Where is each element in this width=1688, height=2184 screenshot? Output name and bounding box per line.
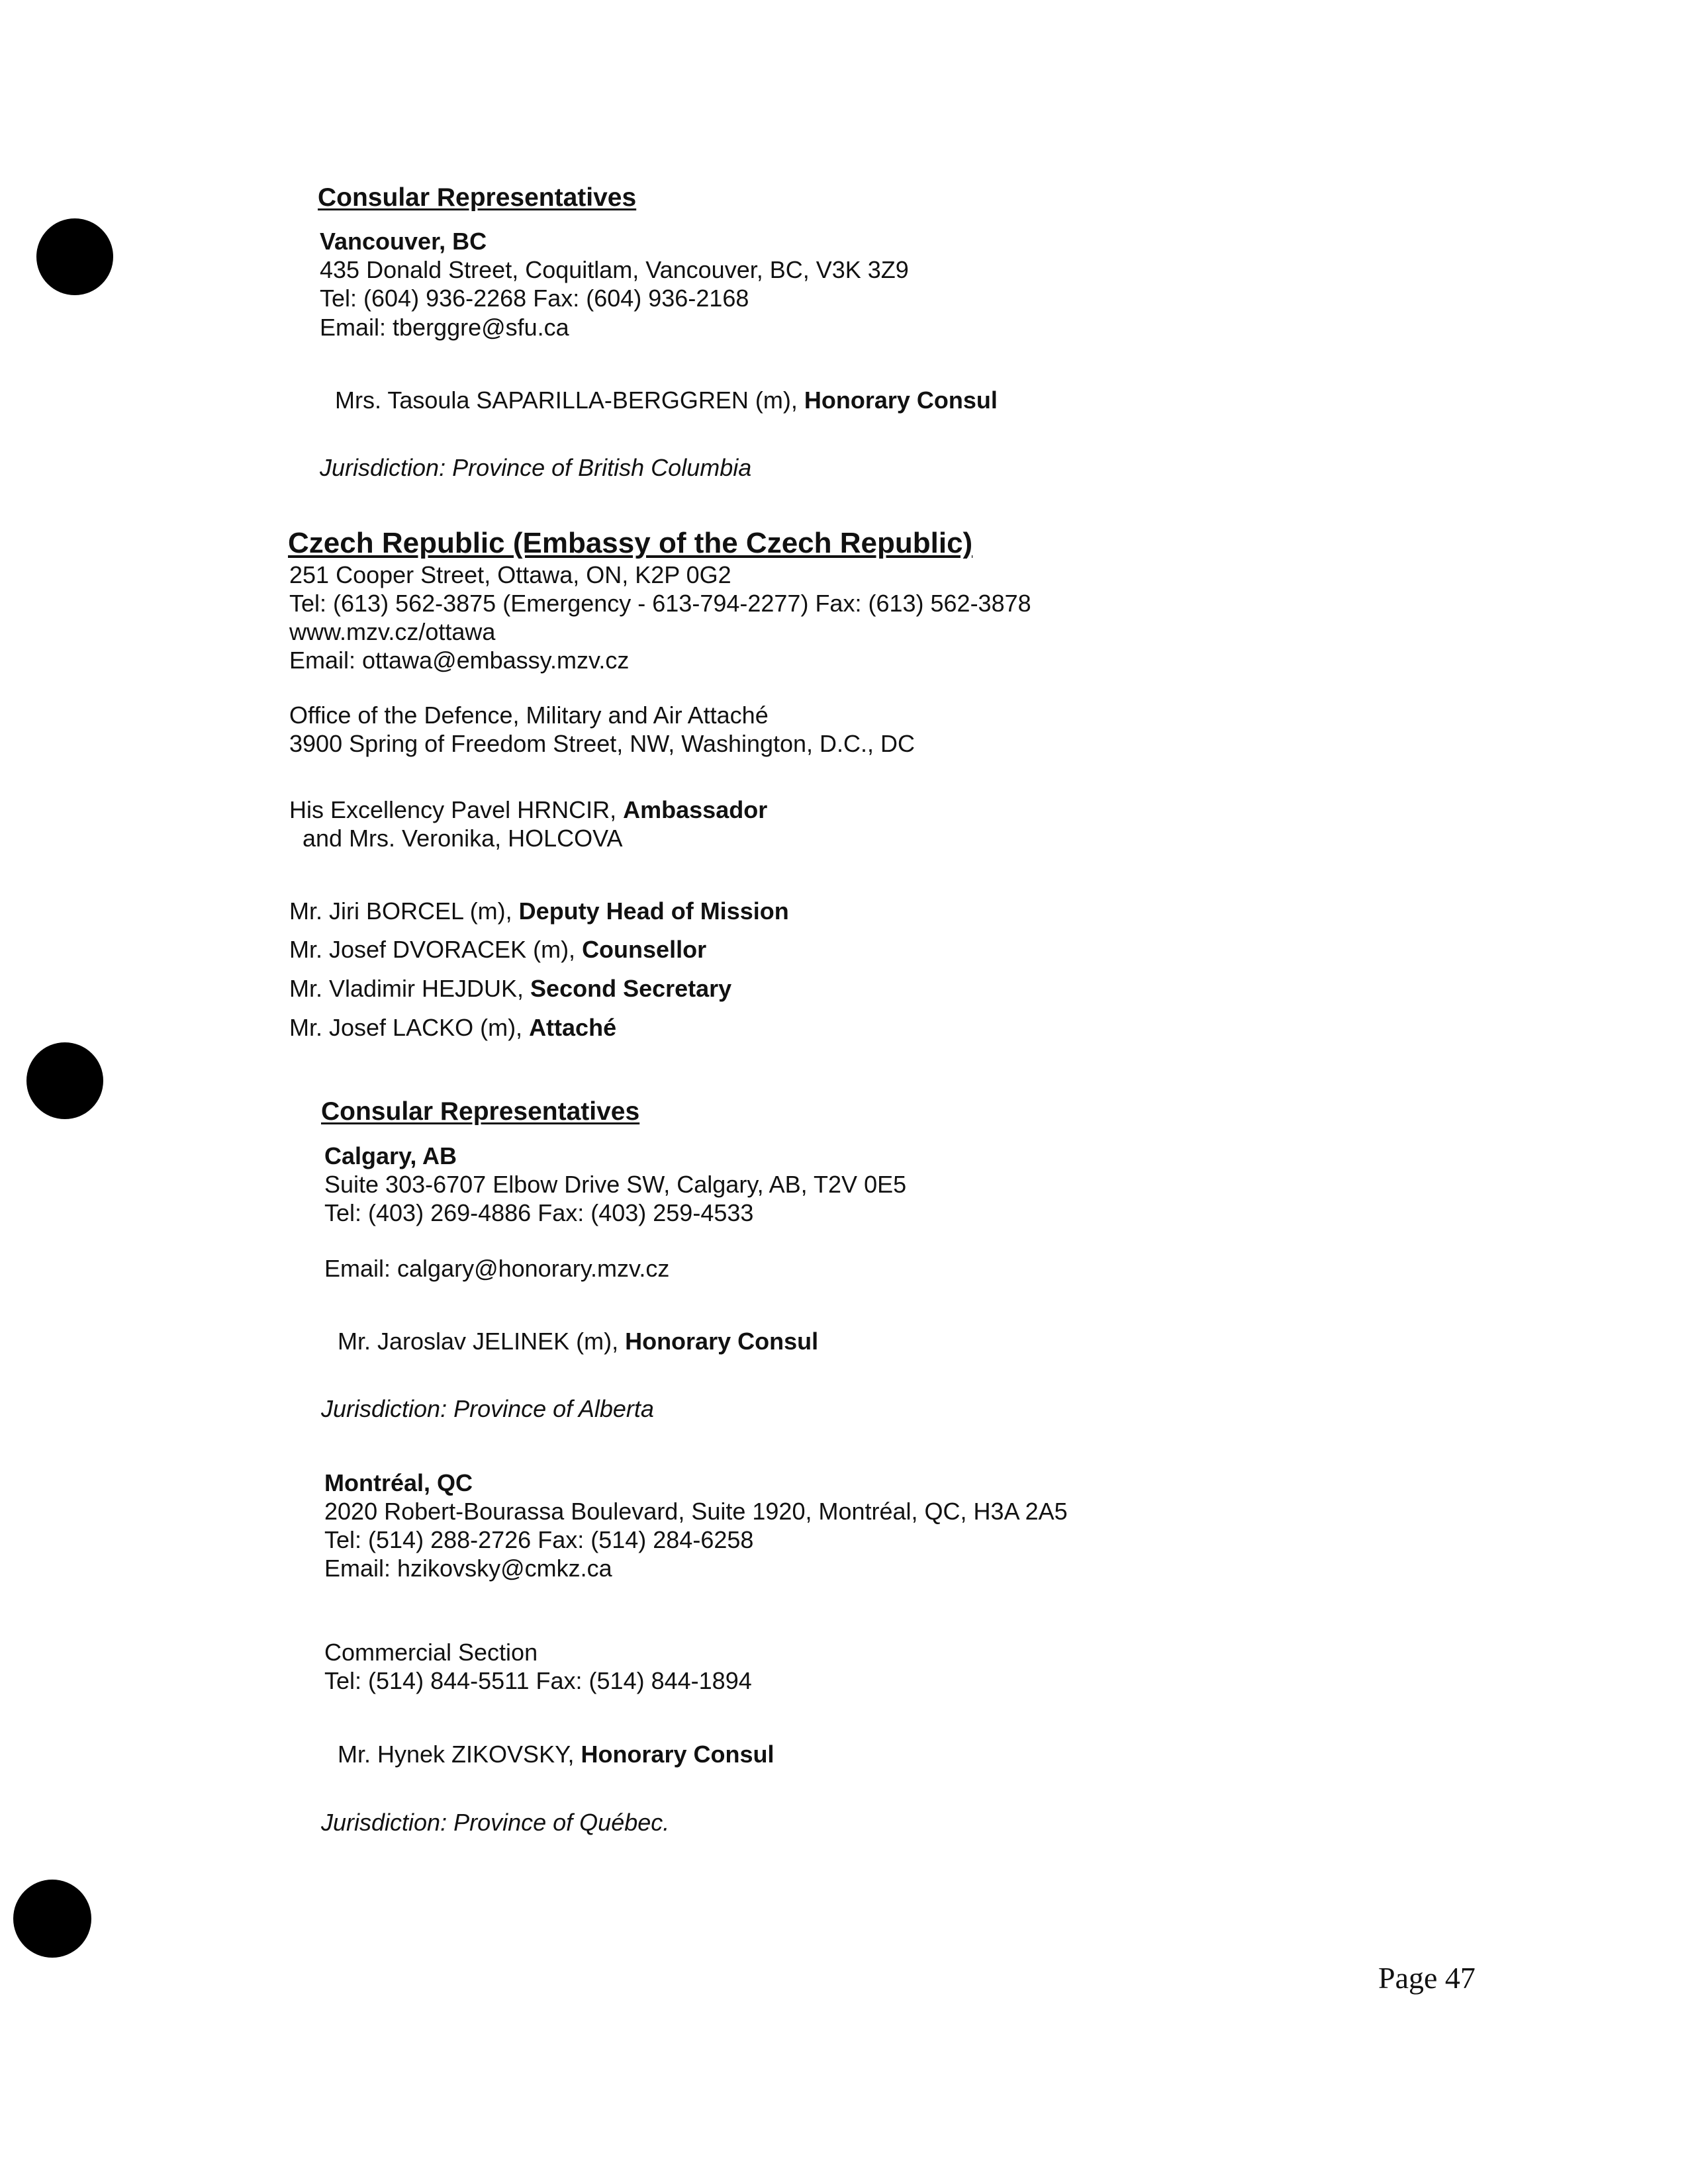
vancouver-jurisdiction: Jurisdiction: Province of British Columbia	[320, 454, 752, 481]
staff-row	[289, 1014, 616, 1042]
ambassador-spouse: and Mrs. Veronika, HOLCOVA	[303, 825, 623, 852]
staff-title: Counsellor	[582, 936, 707, 963]
consul-title: Honorary Consul	[581, 1741, 774, 1768]
staff-name: Mr. Jiri BORCEL (m),	[289, 897, 519, 925]
embassy-email: Email: ottawa@embassy.mzv.cz	[289, 647, 630, 674]
staff-row	[289, 936, 706, 964]
consul-title: Honorary Consul	[804, 387, 998, 414]
consul-name: Mr. Jaroslav JELINEK (m),	[338, 1328, 626, 1355]
staff-title: Second Secretary	[530, 975, 732, 1002]
montreal-email: Email: hzikovsky@cmkz.ca	[324, 1555, 612, 1582]
montreal-tel-fax: Tel: (514) 288-2726 Fax: (514) 284-6258	[324, 1526, 754, 1553]
calgary-email: Email: calgary@honorary.mzv.cz	[324, 1255, 670, 1282]
embassy-tel-fax: Tel: (613) 562-3875 (Emergency - 613-794-2277) Fax: (613) 562-3878	[289, 590, 1031, 617]
ambassador-name: His Excellency Pavel HRNCIR,	[289, 796, 624, 823]
consul-name: Mr. Hynek ZIKOVSKY,	[338, 1741, 581, 1768]
vancouver-consul	[335, 387, 998, 414]
ambassador-title: Ambassador	[623, 796, 768, 823]
staff-title: Deputy Head of Mission	[518, 897, 789, 925]
consul-title: Honorary Consul	[625, 1328, 819, 1355]
commercial-section-label: Commercial Section	[324, 1639, 538, 1666]
staff-name: Mr. Josef LACKO (m),	[289, 1014, 530, 1041]
city-heading-calgary: Calgary, AB	[324, 1142, 457, 1169]
commercial-section-tel-fax: Tel: (514) 844-5511 Fax: (514) 844-1894	[324, 1667, 752, 1694]
montreal-consul	[338, 1741, 774, 1768]
staff-name: Mr. Vladimir HEJDUK,	[289, 975, 531, 1002]
calgary-address: Suite 303-6707 Elbow Drive SW, Calgary, AB, T2V 0E5	[324, 1171, 907, 1198]
calgary-tel-fax: Tel: (403) 269-4886 Fax: (403) 259-4533	[324, 1199, 754, 1226]
punch-hole-bottom	[13, 1880, 91, 1958]
embassy-address: 251 Cooper Street, Ottawa, ON, K2P 0G2	[289, 561, 731, 588]
vancouver-email: Email: tberggre@sfu.ca	[320, 314, 569, 341]
punch-hole-top	[36, 218, 113, 295]
ambassador	[289, 796, 767, 824]
vancouver-address: 435 Donald Street, Coquitlam, Vancouver, BC, V3K 3Z9	[320, 256, 909, 283]
staff-row	[289, 897, 789, 925]
attache-office-address: 3900 Spring of Freedom Street, NW, Washington, D.C., DC	[289, 730, 915, 757]
consular-representatives-heading: Consular Representatives	[318, 183, 637, 212]
page-number: Page 47	[1378, 1961, 1476, 1995]
city-heading-montreal: Montréal, QC	[324, 1469, 473, 1496]
punch-hole-middle	[26, 1042, 103, 1119]
staff-title: Attaché	[529, 1014, 617, 1041]
city-heading-vancouver: Vancouver, BC	[320, 228, 487, 255]
staff-name: Mr. Josef DVORACEK (m),	[289, 936, 583, 963]
calgary-consul	[338, 1328, 818, 1355]
vancouver-tel-fax: Tel: (604) 936-2268 Fax: (604) 936-2168	[320, 285, 749, 312]
embassy-heading: Czech Republic (Embassy of the Czech Republic)	[288, 527, 973, 559]
attache-office-name: Office of the Defence, Military and Air Attaché	[289, 702, 769, 729]
consular-representatives-heading: Consular Representatives	[321, 1097, 640, 1126]
embassy-website: www.mzv.cz/ottawa	[289, 618, 496, 645]
montreal-jurisdiction: Jurisdiction: Province of Québec.	[321, 1809, 670, 1836]
montreal-address: 2020 Robert-Bourassa Boulevard, Suite 1920, Montréal, QC, H3A 2A5	[324, 1498, 1068, 1525]
calgary-jurisdiction: Jurisdiction: Province of Alberta	[321, 1395, 654, 1422]
consul-name: Mrs. Tasoula SAPARILLA-BERGGREN (m),	[335, 387, 804, 414]
staff-row	[289, 975, 731, 1003]
